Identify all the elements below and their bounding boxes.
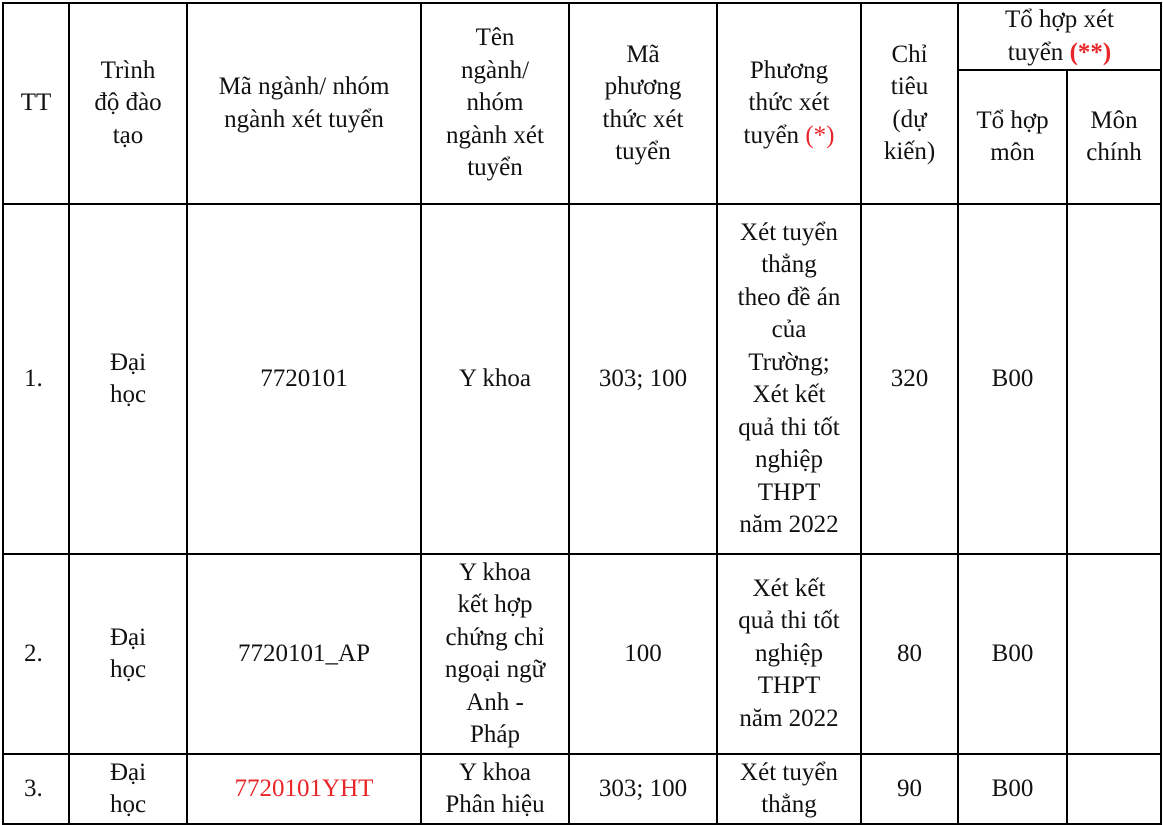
cell-mon-chinh	[1067, 204, 1161, 554]
header-ma-phuong-thuc: Mã phương thức xét tuyển	[569, 3, 717, 204]
cell-trinh-do: Đại học	[69, 204, 187, 554]
header-to-hop-group	[958, 3, 1161, 70]
header-to-hop-mon: Tổ hợp môn	[958, 70, 1067, 204]
cell-ma-nganh: 7720101	[187, 204, 421, 554]
cell-ten-nganh: Y khoa	[421, 204, 569, 554]
cell-ten-nganh: Y khoa kết hợp chứng chỉ ngoại ngữ Anh - Pháp	[421, 554, 569, 754]
cell-to-hop-mon: B00	[958, 204, 1067, 554]
table-row	[3, 204, 1161, 554]
header-phuong-thuc-label: Phương thức xét tuyển	[743, 56, 830, 149]
cell-trinh-do: Đại học	[69, 754, 187, 824]
cell-mon-chinh	[1067, 554, 1161, 754]
cell-ma-phuong-thuc: 303; 100	[569, 204, 717, 554]
header-to-hop-label: Tổ hợp xét tuyển	[1004, 6, 1115, 66]
cell-tt: 2.	[3, 554, 69, 754]
header-chi-tieu: Chỉ tiêu (dự kiến)	[861, 3, 958, 204]
note-marker: (*)	[805, 121, 835, 149]
cell-ma-phuong-thuc: 100	[569, 554, 717, 754]
header-row	[3, 3, 1161, 70]
header-trinh-do: Trình độ đào tạo	[69, 3, 187, 204]
cell-ma-nganh: 7720101YHT	[187, 754, 421, 824]
header-mon-chinh: Môn chính	[1067, 70, 1161, 204]
cell-trinh-do: Đại học	[69, 554, 187, 754]
header-tt: TT	[3, 3, 69, 204]
cell-chi-tieu: 90	[861, 754, 958, 824]
table-row	[3, 554, 1161, 754]
cell-tt: 3.	[3, 754, 69, 824]
cell-ten-nganh: Y khoa Phân hiệu	[421, 754, 569, 824]
cell-ma-phuong-thuc: 303; 100	[569, 754, 717, 824]
cell-tt: 1.	[3, 204, 69, 554]
note-marker: (**)	[1069, 38, 1112, 66]
cell-phuong-thuc: Xét tuyển thẳng theo đề án của Trường; Xét kết quả thi tốt nghiệp THPT năm 2022	[717, 204, 861, 554]
cell-to-hop-mon: B00	[958, 754, 1067, 824]
table-row	[3, 754, 1161, 824]
cell-chi-tieu: 80	[861, 554, 958, 754]
cell-chi-tieu: 320	[861, 204, 958, 554]
cell-phuong-thuc: Xét tuyển thẳng	[717, 754, 861, 824]
cell-mon-chinh	[1067, 754, 1161, 824]
cell-ma-nganh: 7720101_AP	[187, 554, 421, 754]
header-ma-nganh: Mã ngành/ nhóm ngành xét tuyển	[187, 3, 421, 204]
header-ten-nganh: Tên ngành/ nhóm ngành xét tuyển	[421, 3, 569, 204]
admission-table	[2, 2, 1162, 825]
cell-to-hop-mon: B00	[958, 554, 1067, 754]
cell-phuong-thuc: Xét kết quả thi tốt nghiệp THPT năm 2022	[717, 554, 861, 754]
header-phuong-thuc	[717, 3, 861, 204]
